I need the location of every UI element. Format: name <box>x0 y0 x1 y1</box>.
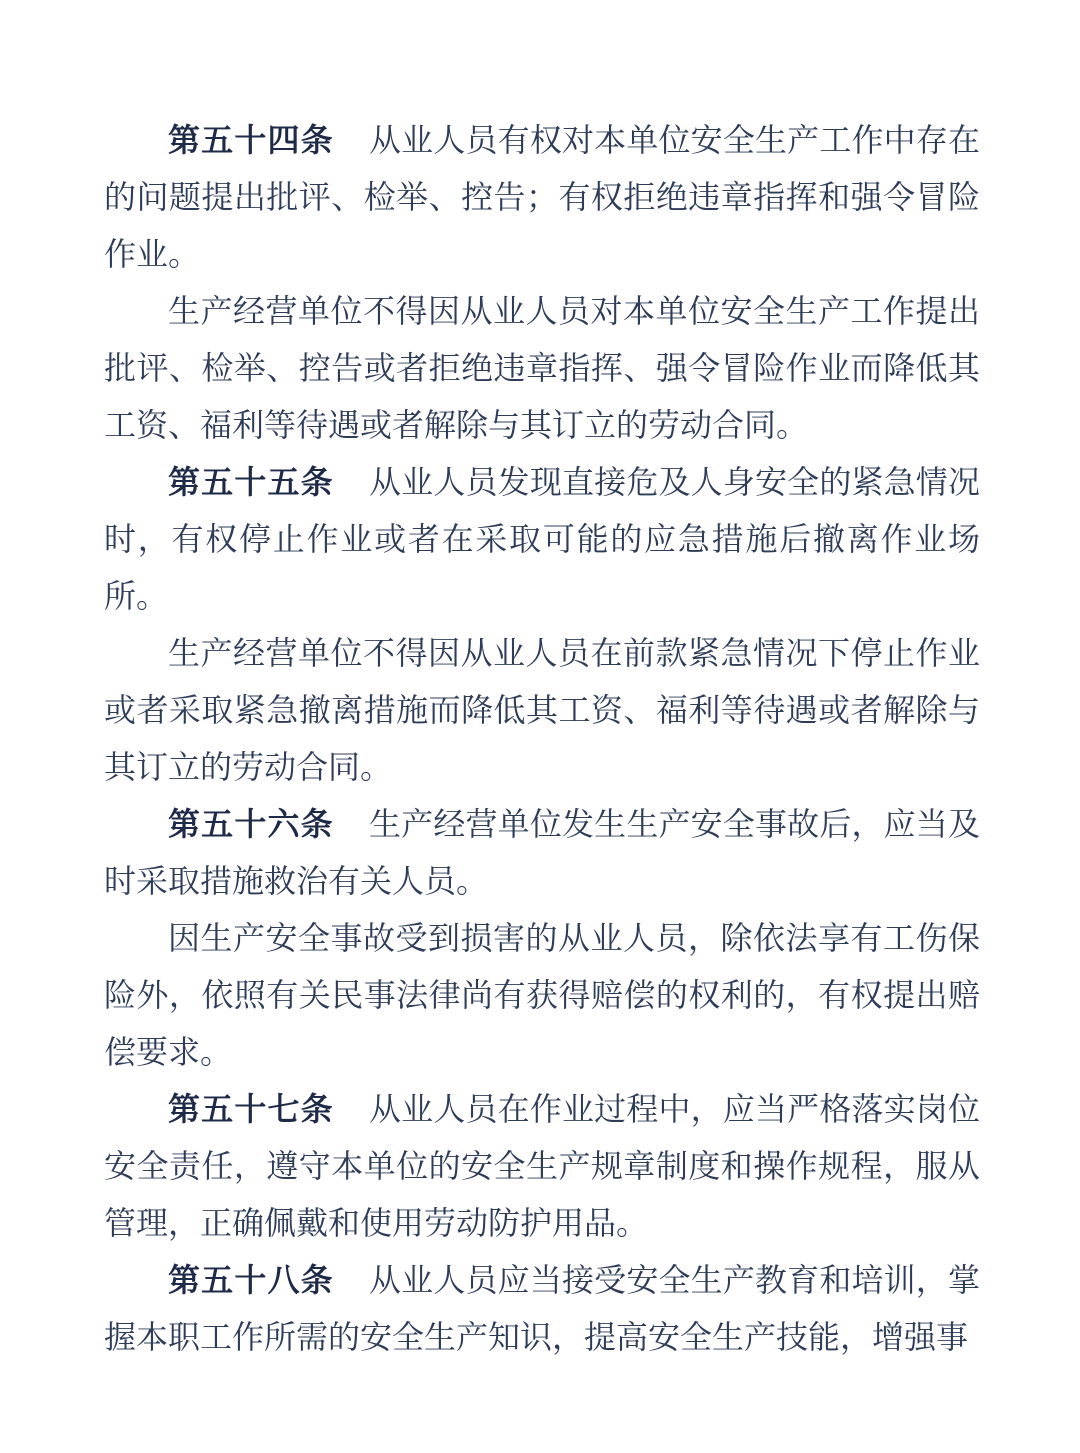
paragraph <box>104 283 980 454</box>
article-number: 第五十八条 <box>168 1261 334 1299</box>
paragraph <box>104 112 980 283</box>
paragraph <box>104 910 980 1081</box>
paragraph-text: 从业人员应当接受安全生产教育和培训，掌握本职工作所需的安全生产知识，提高安全生产技能，增强事 <box>104 1262 980 1355</box>
paragraph <box>104 796 980 910</box>
paragraph <box>104 454 980 625</box>
paragraph <box>104 1081 980 1252</box>
paragraph-text: 生产经营单位不得因从业人员在前款紧急情况下停止作业或者采取紧急撤离措施而降低其工资、福利等待遇或者解除与其订立的劳动合同。 <box>104 635 980 785</box>
law-text-body <box>104 112 980 1366</box>
paragraph-text: 从业人员在作业过程中，应当严格落实岗位安全责任，遵守本单位的安全生产规章制度和操作规程，服从管理，正确佩戴和使用劳动防护用品。 <box>104 1091 980 1241</box>
article-number: 第五十七条 <box>168 1090 334 1128</box>
paragraph-text: 从业人员有权对本单位安全生产工作中存在的问题提出批评、检举、控告；有权拒绝违章指挥和强令冒险作业。 <box>104 122 980 272</box>
article-number: 第五十五条 <box>168 463 334 501</box>
paragraph <box>104 1252 980 1366</box>
paragraph-text: 生产经营单位不得因从业人员对本单位安全生产工作提出批评、检举、控告或者拒绝违章指挥、强令冒险作业而降低其工资、福利等待遇或者解除与其订立的劳动合同。 <box>104 293 980 443</box>
article-number: 第五十四条 <box>168 121 334 159</box>
paragraph-text: 因生产安全事故受到损害的从业人员，除依法享有工伤保险外，依照有关民事法律尚有获得赔偿的权利的，有权提出赔偿要求。 <box>104 920 980 1070</box>
paragraph <box>104 625 980 796</box>
paragraph-text: 生产经营单位发生生产安全事故后，应当及时采取措施救治有关人员。 <box>104 806 980 899</box>
article-number: 第五十六条 <box>168 805 334 843</box>
paragraph-text: 从业人员发现直接危及人身安全的紧急情况时，有权停止作业或者在采取可能的应急措施后撤离作业场所。 <box>104 464 980 614</box>
